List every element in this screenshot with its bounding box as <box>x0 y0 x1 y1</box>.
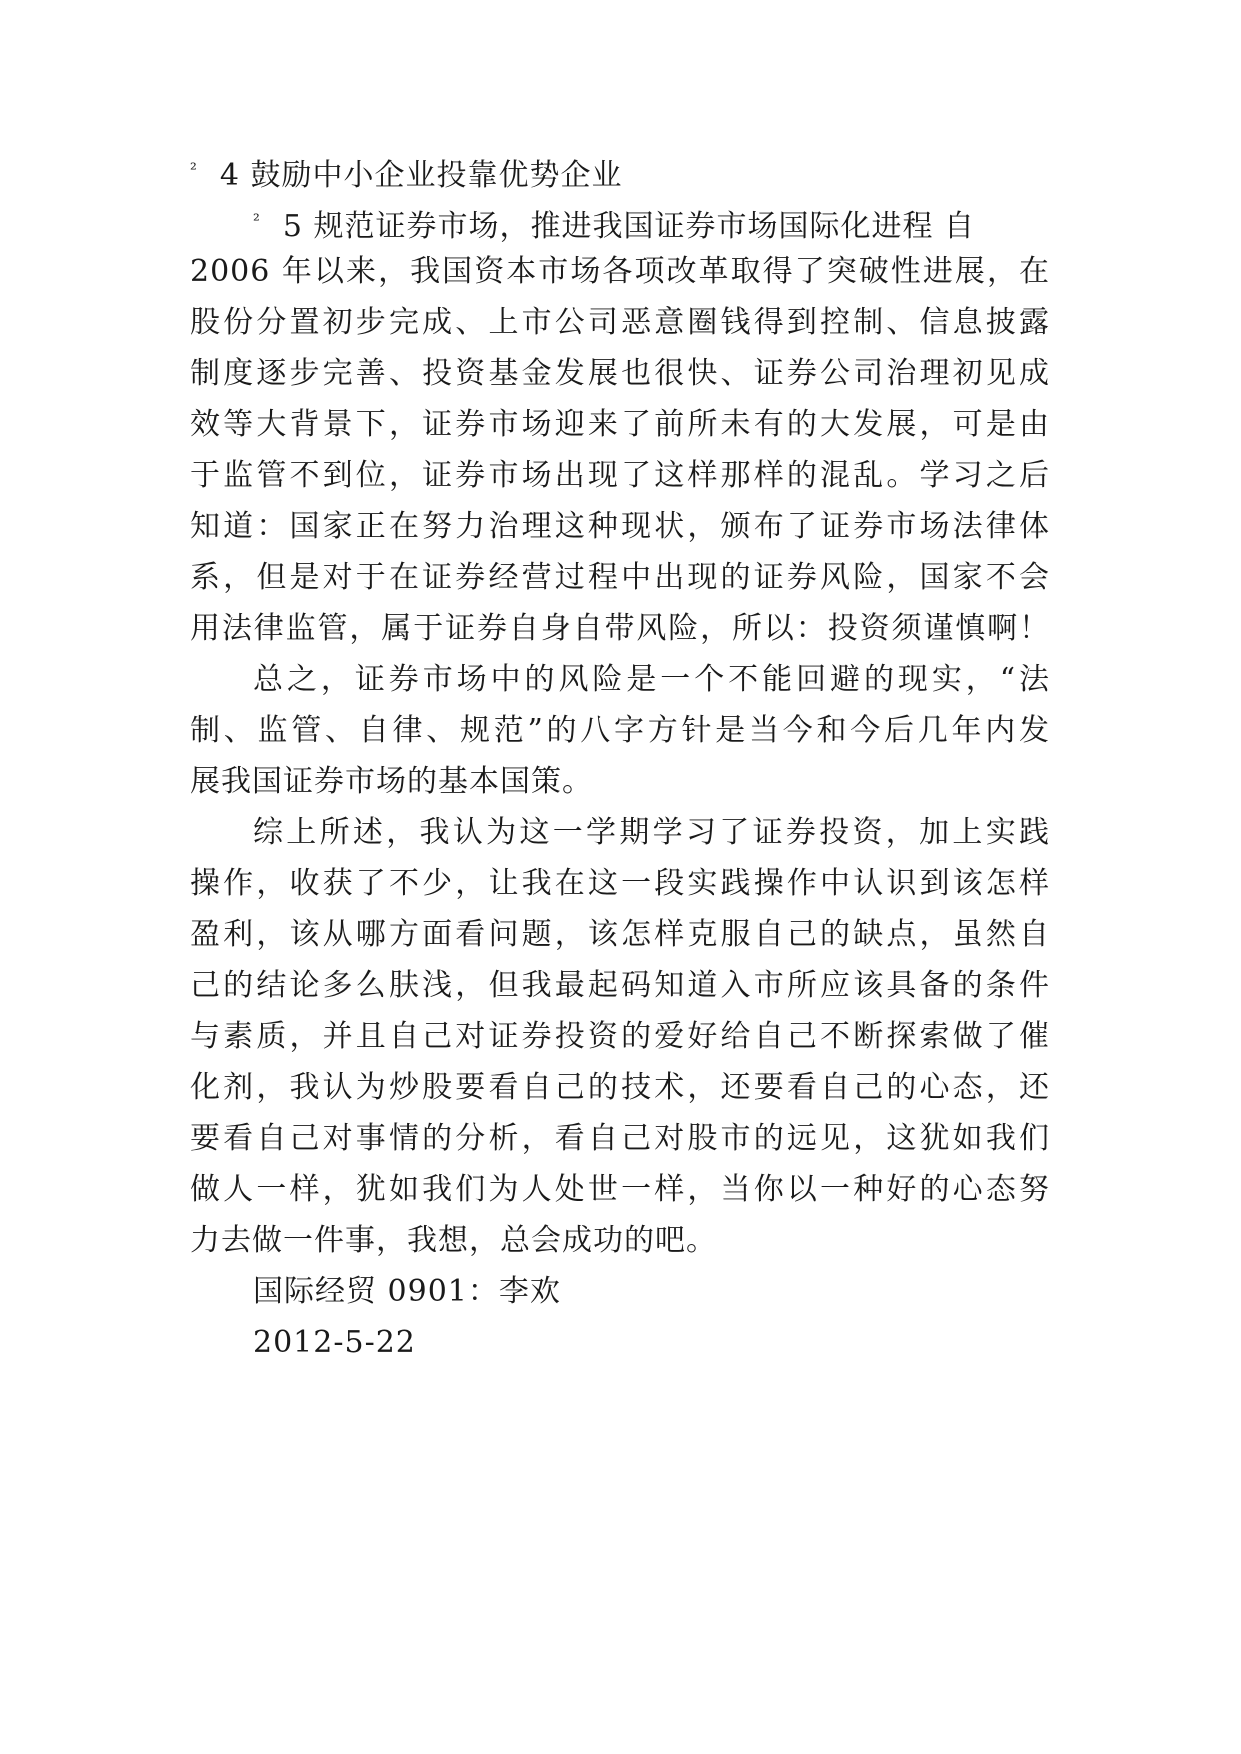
list-item <box>253 201 975 247</box>
paragraph-line: 效等大背景下，证券市场迎来了前所未有的大发展，可是由 <box>190 407 1050 442</box>
bullet-marker: ² <box>190 160 198 180</box>
paragraph-line: 要看自己对事情的分析，看自己对股市的远见，这犹如我们 <box>190 1121 1050 1156</box>
list-item-text: 4 鼓励中小企业投靠优势企业 <box>219 158 623 193</box>
paragraph-line: 制度逐步完善、投资基金发展也很快、证券公司治理初见成 <box>190 356 1050 391</box>
paragraph-line: 操作，收获了不少，让我在这一段实践操作中认识到该怎样 <box>190 866 1050 901</box>
paragraph-line: 展我国证券市场的基本国策。 <box>190 764 593 799</box>
paragraph-line: 股份分置初步完成、上市公司恶意圈钱得到控制、信息披露 <box>190 305 1050 340</box>
paragraph-line: 化剂，我认为炒股要看自己的技术，还要看自己的心态，还 <box>190 1070 1050 1105</box>
paragraph-line: 制、监管、自律、规范”的八字方针是当今和今后几年内发 <box>190 713 1050 748</box>
paragraph-line: 综上所述，我认为这一学期学习了证券投资，加上实践 <box>253 815 1050 850</box>
signature-author: 国际经贸 0901：李欢 <box>253 1274 561 1309</box>
paragraph-line: 与素质，并且自己对证券投资的爱好给自己不断探索做了催 <box>190 1019 1050 1054</box>
paragraph-line: 力去做一件事，我想，总会成功的吧。 <box>190 1223 717 1258</box>
paragraph-line: 盈利，该从哪方面看问题，该怎样克服自己的缺点，虽然自 <box>190 917 1050 952</box>
paragraph-line: 系，但是对于在证券经营过程中出现的证券风险，国家不会 <box>190 560 1050 595</box>
list-item <box>190 150 622 196</box>
list-item-text: 5 规范证券市场，推进我国证券市场国际化进程 自 <box>282 209 975 244</box>
bullet-marker: ² <box>253 211 261 231</box>
paragraph-line: 于监管不到位，证券市场出现了这样那样的混乱。学习之后 <box>190 458 1050 493</box>
paragraph-line: 己的结论多么肤浅，但我最起码知道入市所应该具备的条件 <box>190 968 1050 1003</box>
paragraph-line: 知道：国家正在努力治理这种现状，颁布了证券市场法律体 <box>190 509 1050 544</box>
paragraph-line: 用法律监管，属于证券自身自带风险，所以：投资须谨慎啊！ <box>190 611 1050 646</box>
signature-date: 2012-5-22 <box>253 1325 416 1360</box>
paragraph-line: 做人一样，犹如我们为人处世一样，当你以一种好的心态努 <box>190 1172 1050 1207</box>
paragraph-line: 2006 年以来，我国资本市场各项改革取得了突破性进展，在 <box>190 254 1050 289</box>
paragraph-line: 总之，证券市场中的风险是一个不能回避的现实，“法 <box>253 662 1050 697</box>
